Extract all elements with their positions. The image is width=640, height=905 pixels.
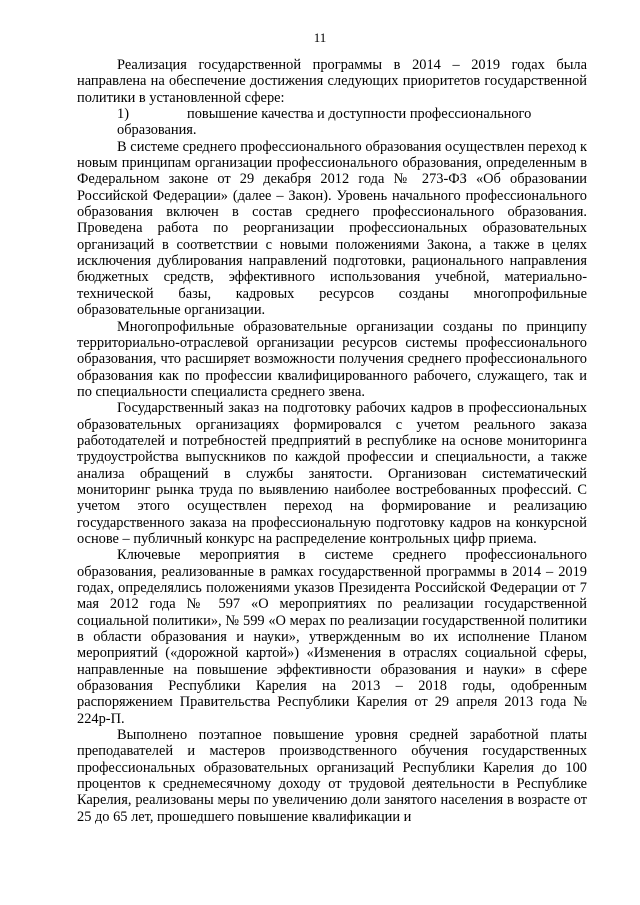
paragraph-program-priorities: Реализация государственной программы в 2014 – 2019 годах была направлена на обеспечение достижения следующих приоритетов государственной политики в установленной сфере: xyxy=(77,57,587,106)
document-body xyxy=(77,57,587,825)
paragraph-salary-increase: Выполнено поэтапное повышение уровня средней заработной платы преподавателей и мастеров производственного обучения государственных профессиональных образовательных организаций Республики Карелия до 100 процентов к среднемесячному доходу от трудовой деятельности в Республике Карелия, реализованы меры по увеличению доли занятого населения в возрасте от 25 до 65 лет, прошедшего повышение квалификации и xyxy=(77,727,587,825)
list-item-number: 1) xyxy=(117,106,129,123)
list-item-1 xyxy=(77,106,587,139)
paragraph-spo-transition: В системе среднего профессионального образования осуществлен переход к новым принципам организации профессионального образования, определенным в Федеральном законе от 29 декабря 2012 года № 273-ФЗ «Об образовании Российской Федерации» (далее – Закон). Уровень начального профессионального образования включен в состав среднего профессионального образования. Проведена работа по реорганизации профессиональных образовательных организаций в соответствии с новыми положениями Закона, а также в целях исключения дублирования направлений подготовки, рационального направления бюджетных средств, эффективного использования учебной, материально-технической базы, кадровых ресурсов созданы многопрофильные образовательные организации. xyxy=(77,138,587,319)
paragraph-state-order: Государственный заказ на подготовку рабочих кадров в профессиональных образовательных организациях формировался с учетом реального заказа работодателей и потребностей предприятий в республике на основе мониторинга трудоустройства выпускников по каждой профессии и специальности, а также анализа обращений в службы занятости. Организован систематический мониторинг рынка труда по выявлению наиболее востребованных профессий. С учетом этого осуществлен переход на формирование и реализацию государственного заказа на профессиональную подготовку кадров на конкурсной основе – публичный конкурс на распределение контрольных цифр приема. xyxy=(77,400,587,547)
page-number: 11 xyxy=(313,30,327,45)
paragraph-multiprofile-organizations: Многопрофильные образовательные организации созданы по принципу территориально-отраслевой организации ресурсов системы профессионального образования, что расширяет возможности получения среднего профессионального образования как по профессии квалифицированного рабочего, служащего, так и по специальности специалиста среднего звена. xyxy=(77,318,587,400)
paragraph-key-measures: Ключевые мероприятия в системе среднего профессионального образования, реализованные в рамках государственной программы в 2014 – 2019 годах, определялись положениями указов Президента Российской Федерации от 7 мая 2012 года № 597 «О мероприятиях по реализации государственной социальной политики», № 599 «О мерах по реализации государственной политики в области образования и науки», утвержденным во их исполнение Планом мероприятий («дорожной картой») «Изменения в отраслях социальной сферы, направленные на повышение эффективности образования и науки» в сфере образования Республики Карелия на 2013 – 2018 годы, одобренным распоряжением Правительства Республики Карелия от 29 апреля 2013 года № 224р-П. xyxy=(77,547,587,727)
list-item-text: повышение качества и доступности профессионального образования. xyxy=(117,106,532,139)
